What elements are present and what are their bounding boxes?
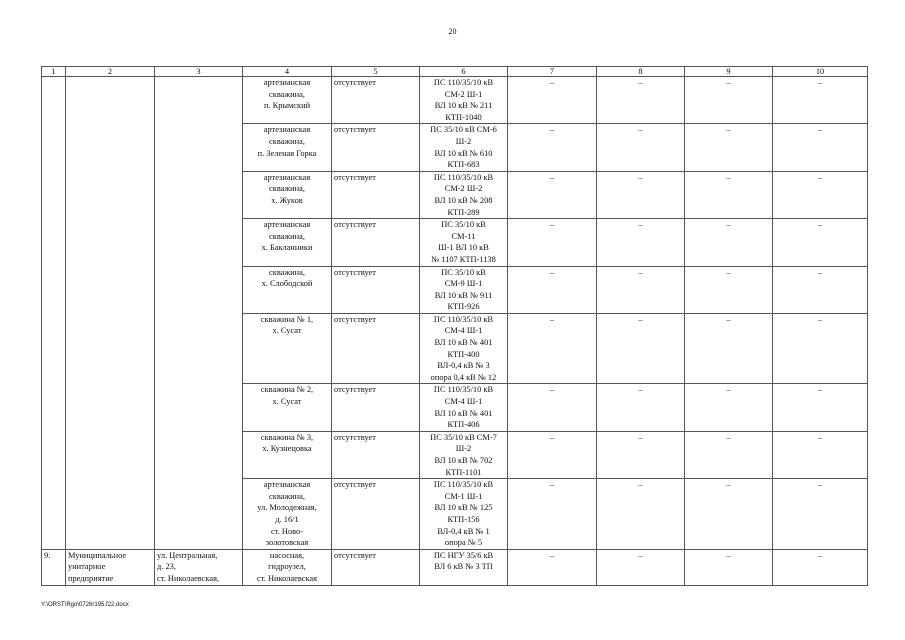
dash-cell: – <box>597 124 685 171</box>
cell-line: КТП-683 <box>447 160 480 170</box>
column-header: 8 <box>597 67 685 77</box>
column-header: 10 <box>773 67 868 77</box>
dash-cell: – <box>508 77 597 124</box>
cell-line: гидроузел, <box>268 562 306 572</box>
power-source-cell <box>420 313 508 384</box>
dash-cell: – <box>508 124 597 171</box>
power-source-cell <box>420 266 508 313</box>
cell-line: насосная, <box>269 550 305 560</box>
table-body <box>42 77 868 586</box>
column-header: 2 <box>66 67 155 77</box>
power-source-cell <box>420 549 508 585</box>
cell-line: СМ-1 Ш-1 <box>444 491 483 501</box>
cell-line: д. 16/1 <box>275 514 299 524</box>
dash-cell: – <box>508 313 597 384</box>
column-header: 1 <box>42 67 66 77</box>
cell-line: ПС 35/10 кВ СМ-6 <box>430 125 497 135</box>
cell-line: ВЛ 10 кВ № 401 <box>434 408 493 418</box>
group-org-cell <box>66 77 155 550</box>
address-cell <box>155 549 243 585</box>
cell-line: ст. Ново- <box>270 526 304 536</box>
cell-line: СМ-9 Ш-1 <box>444 279 483 289</box>
dash-cell: – <box>773 549 868 585</box>
cell-line: КТП-1040 <box>445 112 482 122</box>
cell-line: скважина, <box>269 184 305 194</box>
cell-line: золотовская <box>265 538 309 548</box>
dash-cell: – <box>685 431 773 478</box>
cell-line: х. Сусат <box>272 397 302 407</box>
dash-cell: – <box>508 479 597 550</box>
dash-cell: – <box>685 171 773 218</box>
cell-line: КТП-1101 <box>445 467 482 477</box>
power-source-cell <box>420 431 508 478</box>
table-header <box>42 67 868 77</box>
cell-line: СМ-11 <box>451 231 476 241</box>
cell-line: ст. Николаевская, <box>157 573 220 583</box>
cell-line: п. Зеленая Горка <box>257 148 317 158</box>
cell-line: артезианская <box>263 480 311 490</box>
dash-cell: – <box>597 171 685 218</box>
cell-line: х. Жуков <box>271 195 303 205</box>
cell-line: ул. Центральная, <box>157 550 218 560</box>
cell-line: п. Крымский <box>263 101 311 111</box>
cell-line: скважина № 1, <box>260 314 314 324</box>
cell-line: артезианская <box>263 172 311 182</box>
dash-cell: – <box>773 431 868 478</box>
dash-cell: – <box>773 384 868 431</box>
cell-line: КТП-289 <box>447 207 480 217</box>
cell-line: х. Кузнецовка <box>262 444 312 454</box>
group-number-cell <box>42 77 66 550</box>
object-cell <box>243 479 332 550</box>
status-cell: отсутствует <box>332 549 420 585</box>
cell-line: скважина, <box>269 491 305 501</box>
row-number-cell: 9. <box>42 549 66 585</box>
object-cell <box>243 431 332 478</box>
cell-line: опора № 5 <box>444 538 483 548</box>
cell-line: д. 23, <box>157 562 176 572</box>
cell-line: СМ-2 Ш-2 <box>444 184 483 194</box>
cell-line: ПС 110/35/10 кВ <box>433 314 494 324</box>
status-cell: отсутствует <box>332 219 420 266</box>
cell-line: х. Слободской <box>261 279 313 289</box>
cell-line: ВЛ 10 кВ № 211 <box>434 101 493 111</box>
cell-line: КТП-400 <box>447 349 480 359</box>
cell-line: скважина, <box>269 136 305 146</box>
cell-line: артезианская <box>263 220 311 230</box>
cell-line: ПС 35/10 кВ СМ-7 <box>430 432 497 442</box>
cell-line: ВЛ 10 кВ № 401 <box>434 338 493 348</box>
object-cell <box>243 171 332 218</box>
cell-line: ВЛ 6 кВ № 3 ТП <box>434 562 493 572</box>
object-cell <box>243 219 332 266</box>
object-cell <box>243 77 332 124</box>
dash-cell: – <box>773 266 868 313</box>
dash-cell: – <box>597 77 685 124</box>
dash-cell: – <box>597 219 685 266</box>
status-cell: отсутствует <box>332 313 420 384</box>
file-path-footer: Y:\ORST\Rgo\0726r195.f22.docx <box>41 602 129 608</box>
dash-cell: – <box>508 171 597 218</box>
dash-cell: – <box>685 77 773 124</box>
cell-line: ВЛ-0,4 кВ № 1 <box>437 526 490 536</box>
cell-line: скважина, <box>269 267 305 277</box>
dash-cell: – <box>597 549 685 585</box>
table-row <box>42 549 868 585</box>
status-cell: отсутствует <box>332 124 420 171</box>
cell-line: ПС 35/10 кВ <box>441 220 486 230</box>
cell-line: ПС 35/10 кВ <box>441 267 486 277</box>
dash-cell: – <box>685 266 773 313</box>
cell-line: СМ-2 Ш-1 <box>444 89 483 99</box>
dash-cell: – <box>685 479 773 550</box>
cell-line: № 1107 КТП-1138 <box>431 254 496 264</box>
power-source-cell <box>420 384 508 431</box>
dash-cell: – <box>597 431 685 478</box>
cell-line: х. Бакланники <box>261 243 313 253</box>
cell-line: ПС 110/35/10 кВ <box>433 385 494 395</box>
group-address-cell <box>155 77 243 550</box>
dash-cell: – <box>773 77 868 124</box>
cell-line: скважина, <box>269 89 305 99</box>
cell-line: ВЛ 10 кВ № 702 <box>434 456 493 465</box>
column-header: 6 <box>420 67 508 77</box>
cell-line: унитарное <box>68 562 106 572</box>
dash-cell: – <box>685 219 773 266</box>
cell-line: х. Сусат <box>272 326 302 336</box>
status-cell: отсутствует <box>332 266 420 313</box>
cell-line: Ш-2 <box>455 444 472 454</box>
dash-cell: – <box>773 171 868 218</box>
column-header: 7 <box>508 67 597 77</box>
power-source-cell <box>420 77 508 124</box>
org-cell <box>66 549 155 585</box>
cell-line: артезианская <box>263 78 311 87</box>
column-header: 5 <box>332 67 420 77</box>
cell-line: КТП-926 <box>447 302 480 312</box>
cell-line: ПС НГУ 35/6 кВ <box>433 550 494 560</box>
cell-line: предприятие <box>68 573 114 583</box>
data-table <box>41 66 868 586</box>
cell-line: скважина № 2, <box>260 385 314 395</box>
dash-cell: – <box>508 266 597 313</box>
dash-cell: – <box>773 313 868 384</box>
status-cell: отсутствует <box>332 171 420 218</box>
column-header: 4 <box>243 67 332 77</box>
column-header: 9 <box>685 67 773 77</box>
cell-line: ВЛ 10 кВ № 125 <box>434 503 493 513</box>
dash-cell: – <box>597 313 685 384</box>
cell-line: ст. Николаевская <box>257 573 317 583</box>
cell-line: ВЛ 10 кВ № 208 <box>434 195 493 205</box>
cell-line: скважина № 3, <box>260 432 314 442</box>
cell-line: Муниципальное <box>68 550 127 560</box>
dash-cell: – <box>597 384 685 431</box>
cell-line: скважина, <box>269 231 305 241</box>
power-source-cell <box>420 124 508 171</box>
cell-line: СМ-4 Ш-1 <box>444 397 483 407</box>
cell-line: СМ-4 Ш-1 <box>444 326 483 336</box>
dash-cell: – <box>685 384 773 431</box>
cell-line: ул. Молодежная, <box>257 503 317 513</box>
cell-line: ПС 110/35/10 кВ <box>433 172 494 182</box>
status-cell: отсутствует <box>332 384 420 431</box>
object-cell <box>243 384 332 431</box>
dash-cell: – <box>773 219 868 266</box>
power-source-cell <box>420 171 508 218</box>
dash-cell: – <box>508 431 597 478</box>
object-cell <box>243 266 332 313</box>
power-source-cell <box>420 479 508 550</box>
cell-line: ПС 110/35/10 кВ <box>433 78 494 87</box>
cell-line: Ш-2 <box>455 136 472 146</box>
dash-cell: – <box>508 549 597 585</box>
status-cell: отсутствует <box>332 77 420 124</box>
status-cell: отсутствует <box>332 479 420 550</box>
cell-line: ПС 110/35/10 кВ <box>433 480 494 490</box>
cell-line: КТП-406 <box>447 420 480 430</box>
dash-cell: – <box>685 549 773 585</box>
dash-cell: – <box>685 313 773 384</box>
power-source-cell <box>420 219 508 266</box>
cell-line: опора 0,4 кВ № 12 <box>430 372 497 382</box>
dash-cell: – <box>773 124 868 171</box>
cell-line: ВЛ-0,4 кВ № 3 <box>437 361 490 371</box>
dash-cell: – <box>773 479 868 550</box>
cell-line: Ш-1 ВЛ 10 кВ <box>438 243 489 253</box>
cell-line: артезианская <box>263 125 311 135</box>
dash-cell: – <box>597 479 685 550</box>
dash-cell: – <box>597 266 685 313</box>
cell-line: ВЛ 10 кВ № 911 <box>434 290 493 300</box>
table-row <box>42 77 868 124</box>
cell-line: КТП-156 <box>447 514 480 524</box>
object-cell <box>243 124 332 171</box>
dash-cell: – <box>508 384 597 431</box>
status-cell: отсутствует <box>332 431 420 478</box>
dash-cell: – <box>685 124 773 171</box>
cell-line: ВЛ 10 кВ № 610 <box>434 148 493 158</box>
column-header: 3 <box>155 67 243 77</box>
dash-cell: – <box>508 219 597 266</box>
object-cell <box>243 549 332 585</box>
page-number: 20 <box>448 27 457 36</box>
object-cell <box>243 313 332 384</box>
